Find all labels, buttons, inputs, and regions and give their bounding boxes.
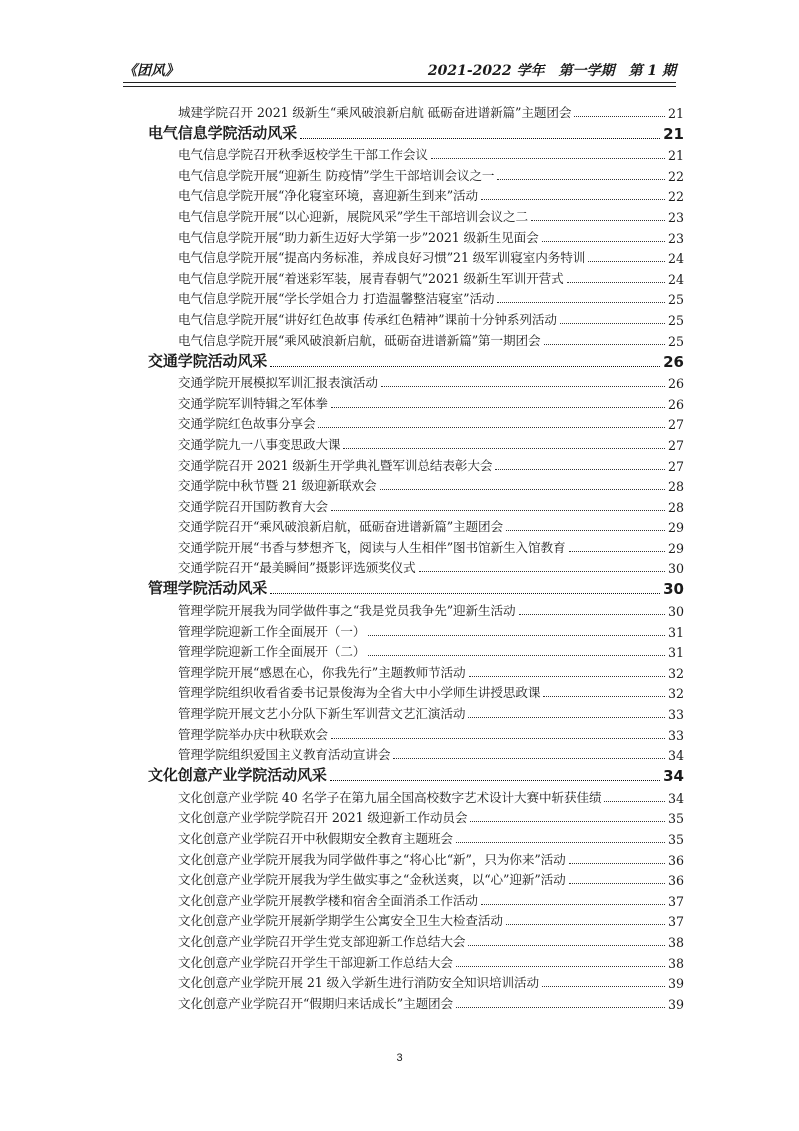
toc-entry[interactable]: [148, 204, 684, 225]
toc-entry-title: 交通学院召开“乘风破浪新启航，砥砺奋进谱新篇”主题团会: [178, 519, 504, 535]
toc-entry[interactable]: [148, 909, 684, 930]
dot-leader: [506, 924, 665, 925]
toc-entry-page: 26: [663, 352, 684, 371]
dot-leader: [560, 323, 665, 324]
toc-entry-page: 25: [667, 333, 684, 349]
toc-entry-title: 文化创意产业学院开展新学期学生公寓安全卫生大检查活动: [178, 913, 503, 929]
toc-entry-page: 29: [667, 520, 684, 536]
toc-entry-title: 电气信息学院开展“着迷彩军装，展青春朝气”2021 级新生军训开营式: [178, 270, 564, 286]
toc-entry-title: 文化创意产业学院开展我为同学做件事之“将心比“新”，只为你来”活动: [178, 851, 566, 867]
toc-entry-page: 30: [667, 604, 684, 620]
dot-leader: [368, 655, 665, 656]
toc-entry[interactable]: [148, 660, 684, 681]
toc-entry[interactable]: [148, 888, 684, 909]
toc-entry-page: 36: [667, 852, 684, 868]
dot-leader: [569, 551, 665, 552]
toc-entry-title: 文化创意产业学院召开中秋假期安全教育主题班会: [178, 831, 453, 846]
toc-entry[interactable]: [148, 515, 684, 536]
dot-leader: [544, 344, 665, 345]
toc-entry-title: 交通学院活动风采: [148, 351, 268, 370]
toc-entry-page: 31: [667, 645, 684, 661]
dot-leader: [468, 945, 665, 946]
toc-entry-page: 25: [667, 292, 684, 308]
toc-entry-title: 电气信息学院开展“讲好红色故事 传承红色精神”课前十分钟系列活动: [178, 311, 557, 327]
toc-entry-page: 29: [667, 540, 684, 556]
dot-leader: [456, 1007, 665, 1008]
toc-entry-title: 文化创意产业学院开展 21 级入学新生进行消防安全知识培训活动: [178, 975, 539, 991]
toc-entry[interactable]: [148, 929, 684, 950]
toc-entry-page: 37: [667, 914, 684, 930]
toc-entry[interactable]: [148, 494, 684, 515]
toc-entry-page: 21: [667, 148, 684, 164]
toc-entry-title: 交通学院召开“最美瞬间”摄影评选颁奖仪式: [178, 560, 416, 576]
dot-leader: [519, 614, 665, 615]
dot-leader: [300, 138, 660, 139]
toc-entry-page: 24: [667, 271, 684, 287]
dot-leader: [468, 717, 665, 718]
toc-entry-title: 管理学院举办庆中秋联欢会: [178, 726, 328, 742]
dot-leader: [569, 863, 665, 864]
toc-entry[interactable]: [148, 681, 684, 702]
dot-leader: [497, 179, 665, 180]
issue-info: 2021-2022 学年 第一学期 第 1 期: [427, 63, 676, 79]
toc-entry-page: 26: [667, 376, 684, 392]
dot-leader: [469, 676, 665, 677]
dot-leader: [270, 593, 660, 594]
toc-entry-page: 21: [663, 124, 684, 143]
toc-entry-page: 34: [663, 767, 684, 786]
toc-entry[interactable]: [148, 328, 684, 349]
toc-entry-title: 电气信息学院开展“以心迎新，展院风采”学生干部培训会议之二: [178, 208, 529, 224]
toc-entry-title: 城建学院召开 2021 级新生“乘风破浪新启航 砥砺奋进谱新篇”主题团会: [178, 104, 572, 120]
toc-entry-page: 31: [667, 624, 684, 640]
toc-entry[interactable]: [148, 100, 684, 121]
toc-entry-page: 27: [667, 437, 684, 453]
toc-entry-title: 交通学院召开 2021 级新生开学典礼暨军训总结表彰大会: [178, 457, 493, 473]
toc-entry-title: 交通学院召开国防教育大会: [178, 498, 328, 514]
dot-leader: [331, 510, 665, 511]
dot-leader: [542, 986, 665, 987]
dot-leader: [331, 407, 665, 408]
dot-leader: [495, 469, 665, 470]
dot-leader: [381, 386, 665, 387]
dot-leader: [470, 821, 665, 822]
toc-section-heading[interactable]: [148, 576, 684, 598]
toc-entry-page: 21: [667, 105, 684, 121]
toc-entry[interactable]: [148, 266, 684, 287]
dot-leader: [481, 199, 665, 200]
toc-entry[interactable]: [148, 619, 684, 640]
toc-entry[interactable]: [148, 598, 684, 619]
dot-leader: [331, 738, 665, 739]
toc-entry-page: 24: [667, 251, 684, 267]
toc-entry-title: 交通学院中秋节暨 21 级迎新联欢会: [178, 478, 377, 494]
toc-entry-title: 交通学院开展模拟军训汇报表演活动: [178, 375, 378, 391]
toc-entry-title: 文化创意产业学院活动风采: [148, 766, 327, 785]
toc-entry-page: 26: [667, 396, 684, 412]
dot-leader: [506, 530, 665, 531]
toc-entry-page: 28: [667, 479, 684, 495]
dot-leader: [569, 883, 665, 884]
toc-entry-title: 管理学院开展我为同学做件事之“我是党员我争先”迎新生活动: [178, 603, 516, 619]
toc-entry-title: 交通学院九一八事变思政大课: [178, 436, 341, 452]
toc-entry[interactable]: [148, 184, 684, 205]
toc-section-heading[interactable]: [148, 121, 684, 143]
toc-entry[interactable]: [148, 453, 684, 474]
toc-entry-title: 文化创意产业学院开展教学楼和宿舍全面消杀工作活动: [178, 892, 478, 908]
toc-entry[interactable]: [148, 535, 684, 556]
toc-entry[interactable]: [148, 391, 684, 412]
toc-entry[interactable]: [148, 743, 684, 764]
toc-entry[interactable]: [148, 143, 684, 164]
toc-entry-title: 管理学院开展文艺小分队下新生军训营文艺汇演活动: [178, 706, 466, 722]
toc-entry[interactable]: [148, 287, 684, 308]
toc-entry[interactable]: [148, 163, 684, 184]
toc-entry-page: 39: [667, 976, 684, 992]
toc-entry[interactable]: [148, 307, 684, 328]
toc-entry-page: 27: [667, 417, 684, 433]
toc-entry-page: 39: [667, 996, 684, 1012]
toc-entry[interactable]: [148, 971, 684, 992]
header-rule-thick: [123, 82, 676, 83]
table-of-contents: [148, 100, 684, 1012]
dot-leader: [380, 489, 665, 490]
toc-entry[interactable]: [148, 474, 684, 495]
dot-leader: [456, 966, 665, 967]
toc-entry-title: 电气信息学院开展“净化寝室环境，喜迎新生到来”活动: [178, 188, 479, 204]
toc-section-heading[interactable]: [148, 763, 684, 785]
dot-leader: [543, 696, 665, 697]
journal-title: 《团风》: [123, 63, 179, 79]
toc-entry-page: 35: [667, 832, 684, 847]
dot-leader: [574, 116, 665, 117]
dot-leader: [604, 801, 665, 802]
toc-entry-title: 管理学院活动风采: [148, 579, 268, 598]
toc-entry-title: 管理学院迎新工作全面展开（一）: [178, 623, 366, 639]
toc-entry-title: 交通学院开展“书香与梦想齐飞，阅读与人生相伴”图书馆新生入馆教育: [178, 539, 566, 555]
toc-entry-page: 30: [667, 561, 684, 577]
dot-leader: [368, 635, 665, 636]
toc-entry-page: 34: [667, 790, 684, 806]
toc-entry[interactable]: [148, 991, 684, 1012]
toc-entry-page: 22: [667, 168, 684, 184]
toc-entry-title: 电气信息学院开展“提高内务标准，养成良好习惯”21 级军训寝室内务特训: [178, 250, 586, 266]
toc-entry-title: 文化创意产业学院召开“假期归来话成长”主题团会: [178, 995, 454, 1011]
page-header: [123, 58, 676, 82]
toc-entry[interactable]: [148, 701, 684, 722]
toc-entry-page: 27: [667, 458, 684, 474]
toc-entry-page: 32: [667, 686, 684, 702]
page-number: 3: [396, 1052, 403, 1064]
dot-leader: [531, 220, 665, 221]
dot-leader: [567, 282, 665, 283]
dot-leader: [419, 571, 665, 572]
toc-entry-title: 电气信息学院开展“助力新生迈好大学第一步”2021 级新生见面会: [178, 229, 539, 245]
toc-entry-title: 电气信息学院开展“迎新生 防疫情”学生干部培训会议之一: [178, 167, 495, 183]
toc-entry-page: 30: [663, 580, 684, 599]
toc-entry-title: 电气信息学院活动风采: [148, 123, 298, 142]
toc-entry-title: 文化创意产业学院 40 名学子在第九届全国高校数字艺术设计大赛中斩获佳绩: [178, 789, 602, 805]
toc-entry-page: 38: [667, 955, 684, 971]
toc-entry[interactable]: [148, 412, 684, 433]
header-rule-thin: [123, 86, 676, 87]
toc-entry-page: 28: [667, 499, 684, 515]
dot-leader: [588, 261, 665, 262]
toc-entry-title: 管理学院迎新工作全面展开（二）: [178, 644, 366, 660]
toc-entry-title: 管理学院组织收看省委书记景俊海为全省大中小学师生讲授思政课: [178, 685, 541, 701]
toc-entry[interactable]: [148, 246, 684, 267]
dot-leader: [393, 758, 665, 759]
dot-leader: [318, 427, 665, 428]
toc-entry-title: 文化创意产业学院召开学生党支部迎新工作总结大会: [178, 933, 466, 949]
toc-entry-page: 33: [667, 727, 684, 743]
dot-leader: [542, 241, 665, 242]
toc-entry[interactable]: [148, 556, 684, 577]
toc-entry-page: 23: [667, 209, 684, 225]
toc-entry[interactable]: [148, 785, 684, 806]
toc-entry-page: 35: [667, 811, 684, 827]
toc-entry-title: 文化创意产业学院学院召开 2021 级迎新工作动员会: [178, 810, 468, 826]
toc-entry-title: 文化创意产业学院召开学生干部迎新工作总结大会: [178, 954, 453, 970]
toc-entry[interactable]: [148, 225, 684, 246]
dot-leader: [270, 366, 660, 367]
dot-leader: [330, 780, 660, 781]
toc-entry[interactable]: [148, 950, 684, 971]
toc-entry-page: 38: [667, 934, 684, 950]
toc-entry-page: 23: [667, 230, 684, 246]
toc-entry-title: 电气信息学院召开秋季返校学生干部工作会议: [178, 147, 428, 163]
toc-entry[interactable]: [148, 847, 684, 868]
toc-entry-page: 25: [667, 312, 684, 328]
toc-entry-title: 交通学院红色故事分享会: [178, 416, 316, 432]
toc-entry[interactable]: [148, 432, 684, 453]
dot-leader: [456, 842, 665, 843]
toc-entry-title: 交通学院军训特辑之军体拳: [178, 395, 328, 411]
toc-entry[interactable]: [148, 868, 684, 889]
toc-entry-page: 34: [667, 748, 684, 764]
dot-leader: [431, 158, 665, 159]
toc-entry[interactable]: [148, 371, 684, 392]
dot-leader: [481, 904, 665, 905]
toc-entry-title: 文化创意产业学院开展我为学生做实事之“金秋送爽，以“心”迎新”活动: [178, 872, 566, 888]
toc-entry-title: 电气信息学院开展“学长学姐合力 打造温馨整洁寝室”活动: [178, 291, 495, 307]
toc-entry[interactable]: [148, 806, 684, 827]
toc-entry-page: 33: [667, 707, 684, 723]
toc-entry[interactable]: [148, 826, 684, 847]
toc-section-heading[interactable]: [148, 349, 684, 371]
dot-leader: [343, 448, 665, 449]
toc-entry-page: 22: [667, 189, 684, 205]
toc-entry-page: 32: [667, 665, 684, 681]
toc-entry-title: 管理学院组织爱国主义教育活动宣讲会: [178, 747, 391, 763]
toc-entry-title: 电气信息学院开展“乘风破浪新启航，砥砺奋进谱新篇”第一期团会: [178, 332, 541, 348]
toc-entry-page: 36: [667, 873, 684, 889]
toc-entry[interactable]: [148, 640, 684, 661]
toc-entry[interactable]: [148, 722, 684, 743]
dot-leader: [497, 302, 665, 303]
toc-entry-title: 管理学院开展“感恩在心，你我先行”主题教师节活动: [178, 664, 466, 680]
toc-entry-page: 37: [667, 893, 684, 909]
